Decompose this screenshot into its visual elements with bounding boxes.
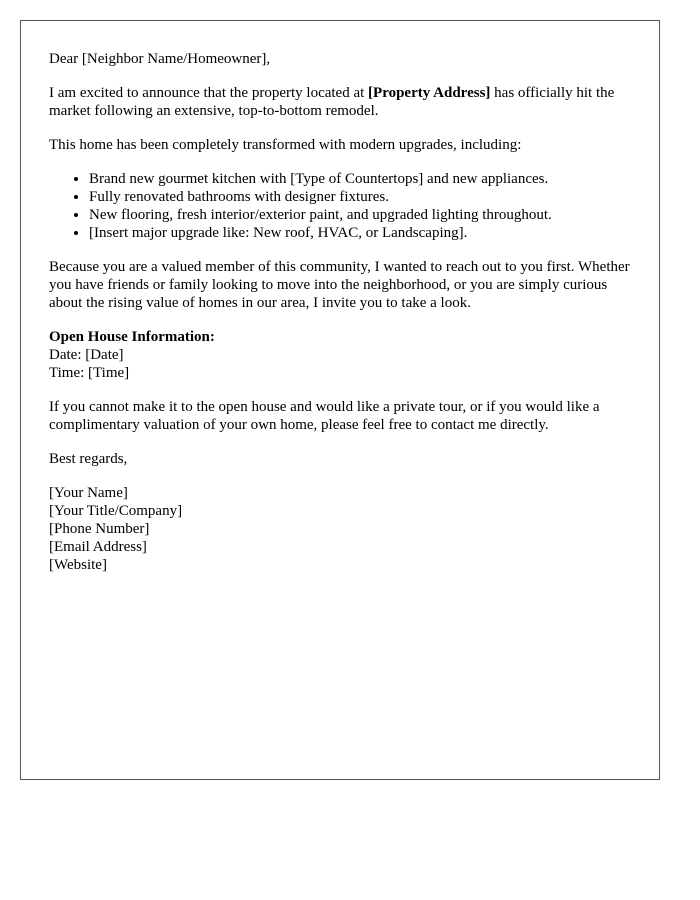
- open-house-date: Date: [Date]: [49, 347, 124, 363]
- upgrades-list: [49, 170, 631, 242]
- open-house-time: Time: [Time]: [49, 365, 130, 381]
- greeting: Dear [Neighbor Name/Homeowner],: [49, 51, 271, 67]
- intro-after: has officially hit the market following an extensive, top-to-bottom remodel.: [49, 85, 615, 119]
- private-tour-paragraph: If you cannot make it to the open house and would like a private tour, or if you would like a complimentary valuation of your own home, please feel free to contact me directly.: [49, 399, 600, 433]
- closing: Best regards,: [49, 451, 128, 467]
- letter-page: [20, 20, 660, 780]
- upgrade-item-flooring: • New flooring, fresh interior/exterior paint, and upgraded lighting throughout.: [89, 206, 631, 224]
- open-house-heading: Open House Information:: [49, 329, 215, 345]
- upgrade-item-major: • [Insert major upgrade like: New roof, HVAC, or Landscaping].: [89, 224, 631, 242]
- community-paragraph: Because you are a valued member of this community, I wanted to reach out to you first. Whether you have friends or family looking to move into the neighborhood, or you are simply curious about the rising value of homes in our area, I invite you to take a look.: [49, 259, 630, 311]
- signature-phone: [Phone Number]: [49, 521, 150, 537]
- signature-website: [Website]: [49, 557, 107, 573]
- upgrades-lead: This home has been completely transformed with modern upgrades, including:: [49, 137, 522, 153]
- intro-paragraph: [49, 84, 631, 120]
- open-house-block: [49, 328, 631, 382]
- upgrade-item-bathrooms: • Fully renovated bathrooms with designer fixtures.: [89, 188, 631, 206]
- intro-before: I am excited to announce that the property located at: [49, 85, 369, 101]
- signature-title: [Your Title/Company]: [49, 503, 183, 519]
- upgrade-item-kitchen: • Brand new gourmet kitchen with [Type of Countertops] and new appliances.: [89, 170, 631, 188]
- signature-block: [49, 484, 631, 574]
- signature-name: [Your Name]: [49, 485, 128, 501]
- signature-email: [Email Address]: [49, 539, 147, 555]
- property-address: [Property Address]: [368, 85, 491, 101]
